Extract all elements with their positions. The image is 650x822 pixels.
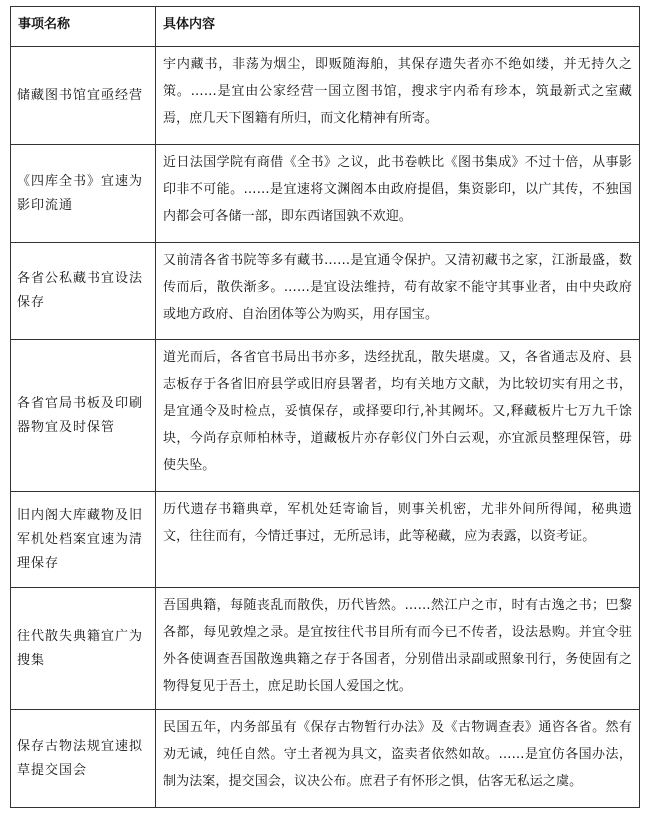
table-row <box>11 145 640 243</box>
item-content-cell: 道光而后，各省官书局出书亦多，迭经扰乱，散失堪虞。又，各省通志及府、县志板存于各省旧府县学或旧府县署者，均有关地方文献，为比较切实有用之书，是宜通令及时检点，妥慎保存，或择要印行,补其阙坏。又,释藏板片七万九千馀块，今尚存京师柏林寺，道藏板片亦存彰仪门外白云观，亦宜派员整理保管，毋使失坠。 <box>156 340 640 492</box>
table-row <box>11 340 640 492</box>
item-name-cell: 各省官局书板及印刷器物宜及时保管 <box>11 340 156 492</box>
item-name-cell: 各省公私藏书宜设法保存 <box>11 243 156 340</box>
item-content-cell: 宇内藏书，非荡为烟尘，即贩随海舶，其保存遗失者亦不绝如缕，并无持久之策。……是宜由公家经营一国立图书馆，搜求宇内希有珍本，筑最新式之室藏焉，庶几天下图籍有所归，而文化精神有所寄。 <box>156 47 640 145</box>
item-name-cell: 旧内阁大库藏物及旧军机处档案宜速为清理保存 <box>11 492 156 588</box>
item-content-cell: 近日法国学院有商借《全书》之议，此书卷帙比《图书集成》不过十倍，从事影印非不可能。……是宜速将文渊阁本由政府提倡，集资影印，以广其传，不独国内都会可各储一部，即东西诸国孰不欢迎。 <box>156 145 640 243</box>
table-row <box>11 492 640 588</box>
item-name-cell: 保存古物法规宜速拟草提交国会 <box>11 710 156 808</box>
table-row <box>11 588 640 710</box>
table-header-row <box>11 7 640 47</box>
item-content-cell: 又前清各省书院等多有藏书……是宜通令保护。又清初藏书之家，江浙最盛，数传而后，散佚渐多。……是宜设法维持，苟有故家不能守其事业者，由中央政府或地方政府、自治团体等公为购买，用存国宝。 <box>156 243 640 340</box>
proposal-table <box>10 6 640 808</box>
item-content-cell: 吾国典籍，每随丧乱而散佚，历代皆然。……然江户之市，时有古逸之书；巴黎各都，每见敦煌之录。是宜按往代书目所有而今已不传者，设法悬购。并宜令驻外各使调查吾国散逸典籍之存于各国者，分别借出录副或照象刊行，务使固有之物得复见于吾土，庶足助长国人爱国之忱。 <box>156 588 640 710</box>
item-name-cell: 《四库全书》宜速为影印流通 <box>11 145 156 243</box>
header-content: 具体内容 <box>156 7 640 47</box>
item-name-cell: 储藏图书馆宜亟经营 <box>11 47 156 145</box>
item-name-cell: 往代散失典籍宜广为搜集 <box>11 588 156 710</box>
item-content-cell: 民国五年，内务部虽有《保存古物暂行办法》及《古物调查表》通咨各省。然有劝无诫，纯任自然。守土者视为具文，盗卖者依然如故。……是宜仿各国办法，制为法案，提交国会，议决公布。庶君子有怀形之惧，估客无私运之虞。 <box>156 710 640 808</box>
table-row <box>11 47 640 145</box>
table-row <box>11 243 640 340</box>
item-content-cell: 历代遗存书籍典章，军机处廷寄谕旨，则事关机密，尤非外间所得闻，秘典遗文，往往而有，今情迁事过，无所忌讳，此等秘藏，应为表露，以资考证。 <box>156 492 640 588</box>
header-item-name: 事项名称 <box>11 7 156 47</box>
table-row <box>11 710 640 808</box>
